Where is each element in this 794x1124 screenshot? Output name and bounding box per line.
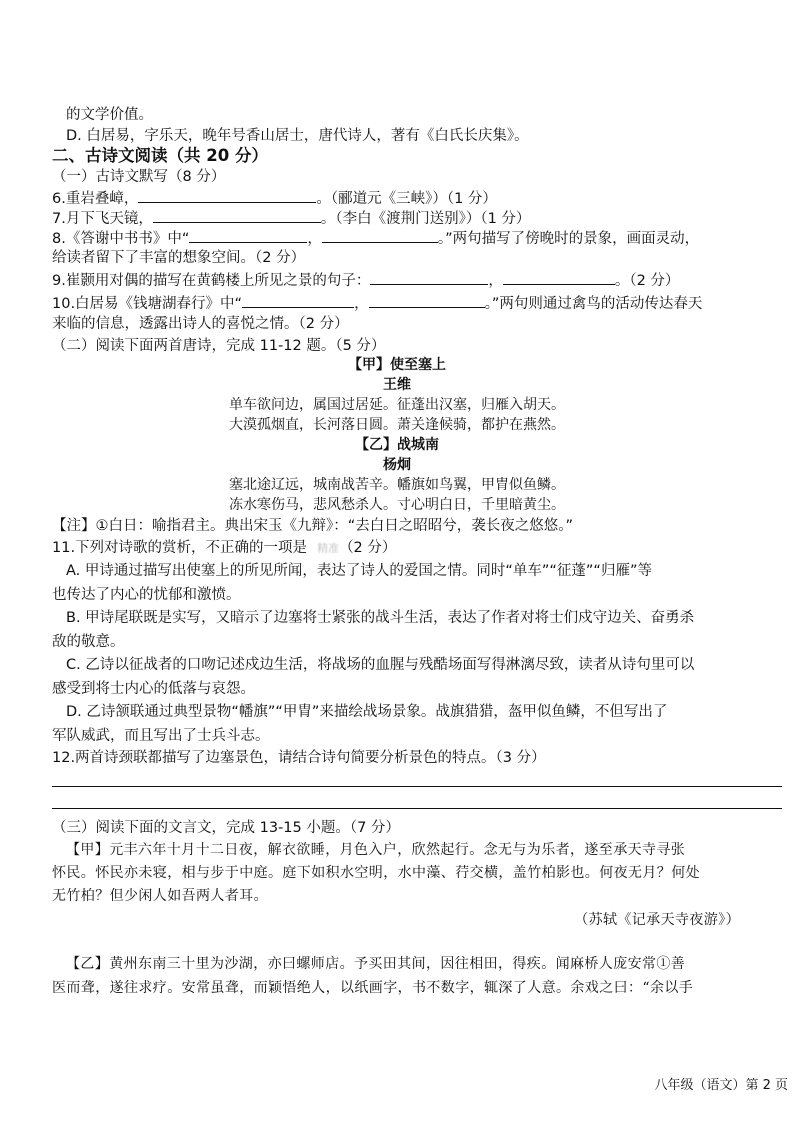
option-11c-line2: 感受到将士内心的低落与哀怨。 <box>52 681 255 697</box>
question-10-line2: 来临的信息，透露出诗人的喜悦之情。（2 分） <box>52 316 349 332</box>
poem-b-line-2: 冻水寒伤马，悲风愁杀人。寸心明白日，千里暗黄尘。 <box>229 497 565 513</box>
question-10: 10.白居易《钱塘湖春行》中“ ， 。”两句则通过禽鸟的活动传达春天 <box>52 296 703 312</box>
question-8-line2: 给读者留下了丰富的想象空间。（2 分） <box>52 250 306 266</box>
answer-line-12b[interactable] <box>52 808 782 809</box>
option-11c-line1: C. 乙诗以征战者的口吻记述戍边生活，将战场的血腥与残酷场面写得淋漓尽致，读者从诗句里可以 <box>66 657 695 673</box>
part1-title: （一）古诗文默写（8 分） <box>52 169 226 185</box>
option-11d-line2: 军队威武，而且写出了士兵斗志。 <box>52 728 270 744</box>
poem-b-title: 【乙】战城南 <box>355 437 439 453</box>
answer-blank-10b[interactable] <box>369 295 485 308</box>
option-d-intro: D. 白居易，字乐天，晚年号香山居士，唐代诗人，著有《白氏长庆集》。 <box>66 128 529 144</box>
text-yi-line1: 【乙】黄州东南三十里为沙湖，亦曰螺师店。予买田其间，因往相田，得疾。闻麻桥人庞安常①善 <box>66 956 686 972</box>
poem-note: 【注】①白日：喻指君主。典出宋玉《九辩》：“去白日之昭昭兮，袭长夜之悠悠。” <box>52 518 574 534</box>
answer-blank-9b[interactable] <box>503 272 615 285</box>
page-footer: 八年级（语文）第 2 页 <box>654 1078 788 1093</box>
answer-blank-8b[interactable] <box>322 230 438 243</box>
text-jia-line3: 无竹柏？但少闲人如吾两人者耳。 <box>52 888 268 904</box>
answer-blank-7[interactable] <box>153 210 321 223</box>
question-6: 6.重岩叠嶂， 。（郦道元《三峡》）（1 分） <box>52 191 497 207</box>
text-jia-line2: 怀民。怀民亦未寝，相与步于中庭。庭下如积水空明，水中藻、荇交横，盖竹柏影也。何夜无月？何处 <box>52 865 700 881</box>
question-12: 12.两首诗颈联都描写了边塞景色，请结合诗句简要分析景色的特点。（3 分） <box>52 750 546 766</box>
intro-tail: 的文学价值。 <box>66 107 153 123</box>
poem-a-line-2: 大漠孤烟直，长河落日圆。萧关逢候骑，都护在燕然。 <box>229 417 565 433</box>
option-11a-line1: A. 甲诗通过描写出使塞上的所见所闻，表达了诗人的爱国之情。同时“单车”“征蓬”“归雁”等 <box>66 563 652 579</box>
text-jia-line1: 【甲】元丰六年十月十二日夜，解衣欲睡，月色入户，欣然起行。念无与为乐者，遂至承天寺寻张 <box>66 842 686 858</box>
option-11b-line2: 敌的敬意。 <box>52 634 125 650</box>
question-11-stem: 11.下列对诗歌的赏析，不正确的一项是 精准（2 分） <box>52 540 397 556</box>
poem-a-title: 【甲】使至塞上 <box>348 357 446 373</box>
poem-a-author: 王维 <box>383 377 411 393</box>
text-yi-line2: 医而聋，遂往求疗。安常虽聋，而颖悟绝人，以纸画字，书不数字，辄深了人意。余戏之曰：“余以手 <box>52 980 694 996</box>
option-11a-line2: 也传达了内心的忧郁和激愤。 <box>52 587 241 603</box>
part3-title: （三）阅读下面的文言文，完成 13-15 小题。（7 分） <box>52 820 400 836</box>
question-9: 9.崔颢用对偶的描写在黄鹤楼上所见之景的句子： ， 。（2 分） <box>52 273 680 289</box>
answer-blank-6[interactable] <box>138 190 316 203</box>
smudged-mark: 精准 <box>317 542 340 555</box>
poem-b-author: 杨炯 <box>383 457 411 473</box>
question-8: 8.《答谢中书书》中“ ， 。”两句描写了傍晚时的景象，画面灵动， <box>52 231 700 247</box>
answer-blank-9a[interactable] <box>370 272 488 285</box>
poem-a-line-1: 单车欲问边，属国过居延。征蓬出汉塞，归雁入胡天。 <box>229 397 565 413</box>
answer-blank-8a[interactable] <box>189 230 307 243</box>
poem-b-line-1: 塞北途辽远，城南战苦辛。幡旗如鸟翼，甲胄似鱼鳞。 <box>229 477 565 493</box>
option-11d-line1: D. 乙诗颔联通过典型景物“幡旗”“甲胄”来描绘战场景象。战旗猎猎，盔甲似鱼鳞，不但写出了 <box>66 704 668 720</box>
answer-blank-10a[interactable] <box>242 295 354 308</box>
question-7: 7.月下飞天镜， 。（李白《渡荆门送别》）（1 分） <box>52 211 531 227</box>
part2-title: （二）阅读下面两首唐诗，完成 11-12 题。（5 分） <box>52 338 386 354</box>
option-11b-line1: B. 甲诗尾联既是实写，又暗示了边塞将士紧张的战斗生活，表达了作者对将士们戍守边关、奋勇杀 <box>66 610 695 626</box>
section-heading: 二、古诗文阅读（共 20 分） <box>52 146 268 165</box>
answer-line-12a[interactable] <box>52 786 782 787</box>
text-jia-source: （苏轼《记承天寺夜游》） <box>574 912 740 928</box>
